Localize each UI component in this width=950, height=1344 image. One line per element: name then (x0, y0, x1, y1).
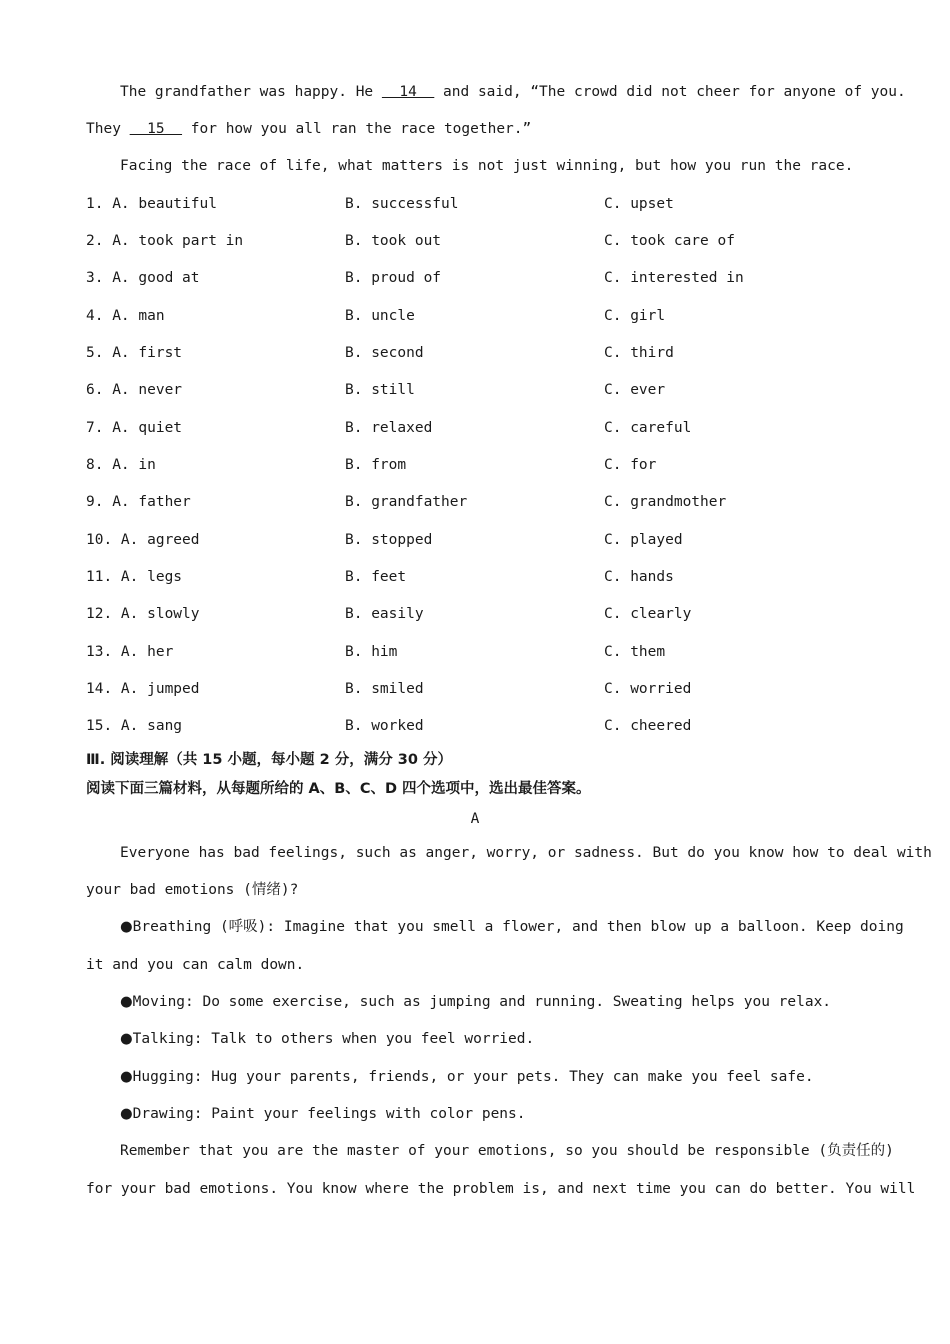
passage-a-p1-line2: your bad emotions (情绪)? (86, 882, 299, 898)
bullet-hugging: ●Hugging: Hug your parents, friends, or your pets. They can make you feel safe. (120, 1069, 814, 1085)
option-row: 13. A. her B. him C. them (86, 644, 666, 660)
option-row: 1. A. beautiful B. successful C. upset (86, 196, 674, 212)
cloze-line-1: The grandfather was happy. He 14 and said, “The crowd did not cheer for anyone of you. (120, 84, 906, 100)
option-row: 14. A. jumped B. smiled C. worried (86, 681, 692, 697)
bullet-icon: ● (120, 1031, 133, 1047)
option-row: 3. A. good at B. proud of C. interested in (86, 270, 744, 286)
blank-15: 15 (129, 121, 183, 137)
option-row: 15. A. sang B. worked C. cheered (86, 718, 692, 734)
passage-a-p1-line1: Everyone has bad feelings, such as anger, worry, or sadness. But do you know how to deal with (120, 845, 932, 861)
option-row: 6. A. never B. still C. ever (86, 382, 666, 398)
bullet-talking: ●Talking: Talk to others when you feel worried. (120, 1031, 535, 1047)
option-row: 5. A. first B. second C. third (86, 345, 674, 361)
option-row: 12. A. slowly B. easily C. clearly (86, 606, 692, 622)
option-row: 11. A. legs B. feet C. hands (86, 569, 674, 585)
option-row: 8. A. in B. from C. for (86, 457, 657, 473)
option-row: 7. A. quiet B. relaxed C. careful (86, 420, 692, 436)
bullet-moving: ●Moving: Do some exercise, such as jumping and running. Sweating helps you relax. (120, 994, 832, 1010)
section-3-title: Ⅲ. 阅读理解（共 15 小题，每小题 2 分，满分 30 分） (86, 752, 452, 768)
bullet-drawing: ●Drawing: Paint your feelings with color pens. (120, 1106, 526, 1122)
bullet-icon: ● (120, 919, 133, 935)
bullet-icon: ● (120, 1106, 133, 1122)
passage-label: A (470, 811, 480, 827)
option-row: 10. A. agreed B. stopped C. played (86, 532, 683, 548)
bullet-breathing-cont: it and you can calm down. (86, 957, 305, 973)
option-row: 2. A. took part in B. took out C. took care of (86, 233, 735, 249)
blank-14: 14 (381, 84, 435, 100)
cloze-line-2: They 15 for how you all ran the race together.” (86, 121, 532, 137)
bullet-icon: ● (120, 1069, 133, 1085)
passage-a-p2-line1: Remember that you are the master of your emotions, so you should be responsible (负责任的) (120, 1143, 894, 1159)
section-3-instruction: 阅读下面三篇材料，从每题所给的 A、B、C、D 四个选项中，选出最佳答案。 (86, 781, 591, 797)
cloze-line-3: Facing the race of life, what matters is not just winning, but how you run the race. (120, 158, 854, 174)
passage-a-p2-line2: for your bad emotions. You know where the problem is, and next time you can do better. You will (86, 1181, 916, 1197)
option-row: 9. A. father B. grandfather C. grandmother (86, 494, 727, 510)
option-row: 4. A. man B. uncle C. girl (86, 308, 666, 324)
bullet-icon: ● (120, 994, 133, 1010)
bullet-breathing: ●Breathing (呼吸): Imagine that you smell a flower, and then blow up a balloon. Keep doing (120, 919, 904, 935)
